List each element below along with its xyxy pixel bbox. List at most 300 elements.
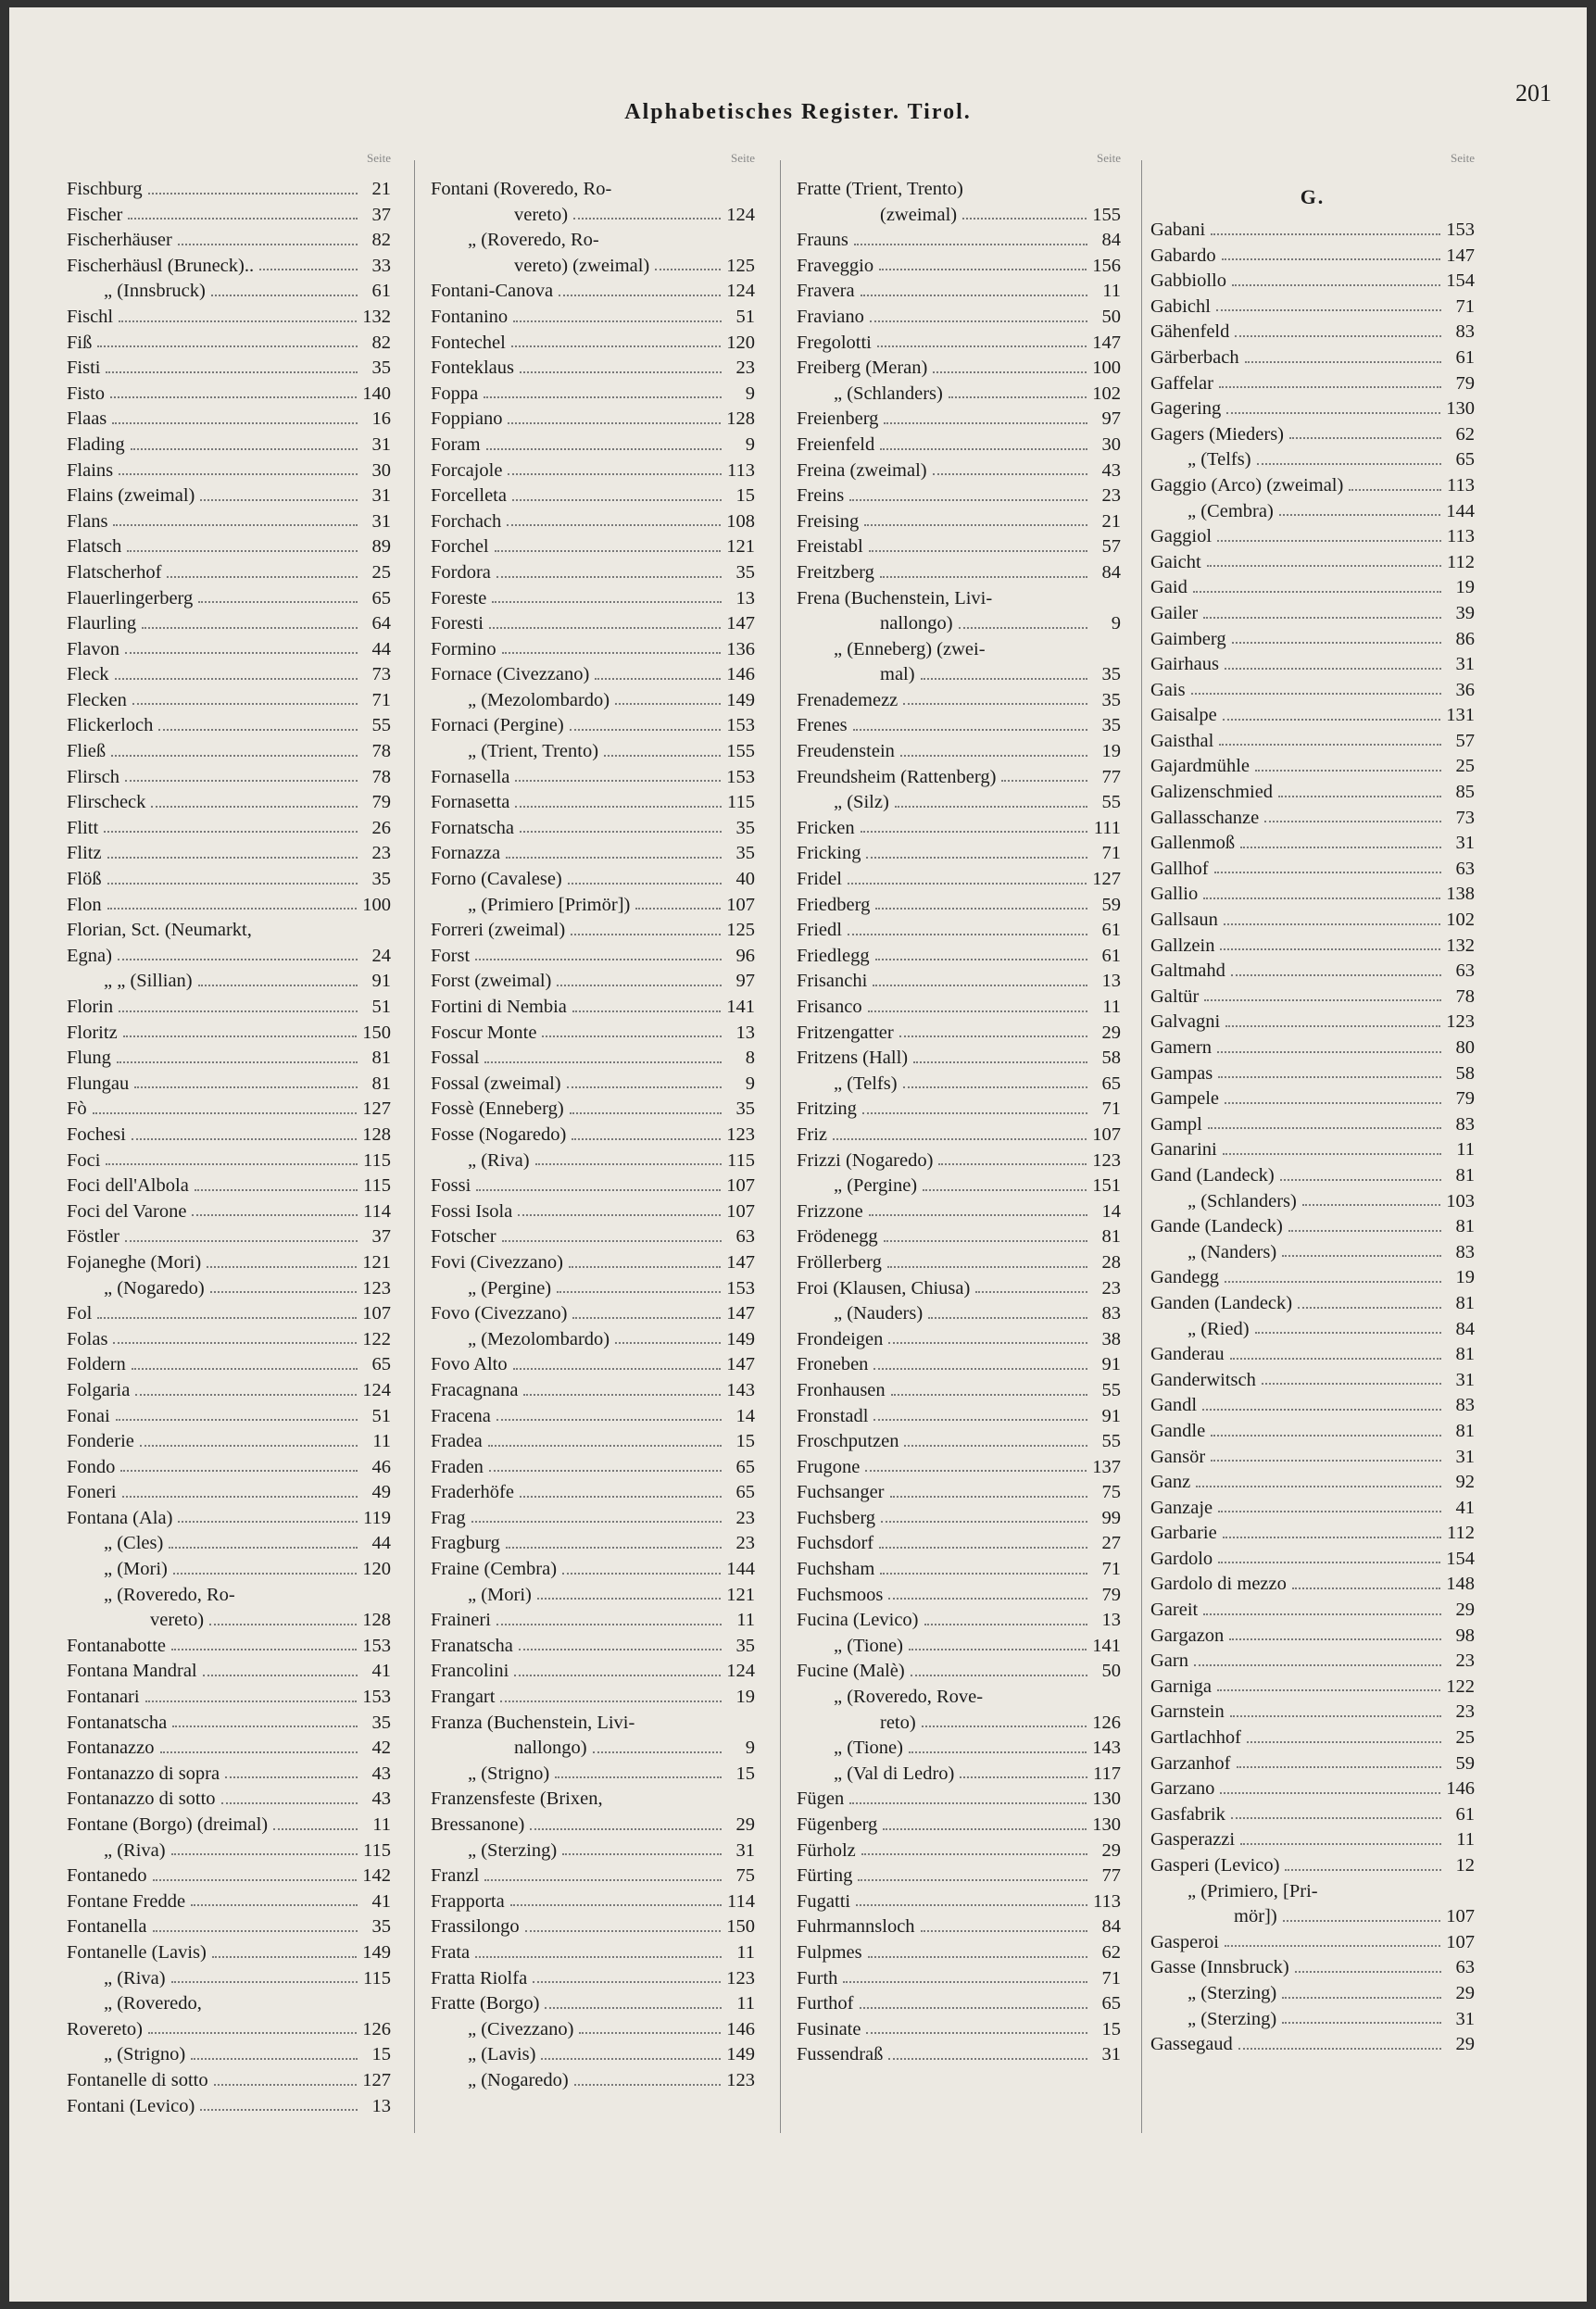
entry-name: Franzensfeste (Brixen, [431, 1788, 603, 1810]
entry-name: „ (Pergine) [834, 1175, 918, 1197]
leader-dots [1225, 1281, 1441, 1283]
leader-dots [1211, 1460, 1441, 1462]
register-entry [431, 1608, 755, 1634]
leader-dots [1285, 1869, 1441, 1871]
entry-name: Fracagnana [431, 1379, 519, 1400]
entry-name: Fontanelle (Lavis) [67, 1941, 207, 1963]
leader-dots [116, 1419, 358, 1421]
register-entry [1150, 422, 1475, 448]
register-entry [67, 483, 391, 509]
register-entry [797, 1813, 1121, 1838]
entry-page: 71 [1101, 1098, 1121, 1120]
entry-name: reto) [880, 1712, 916, 1733]
leader-dots [535, 1163, 722, 1165]
register-entry [431, 483, 755, 509]
register-entry [67, 433, 391, 458]
leader-dots [1240, 847, 1441, 848]
entry-name: Friedlegg [797, 945, 870, 966]
entry-page: 81 [371, 1048, 391, 1069]
leader-dots [131, 448, 358, 450]
register-entry [67, 2094, 391, 2120]
entry-page: 91 [1101, 1354, 1121, 1375]
entry-page: 132 [1446, 935, 1475, 956]
entry-name: Frizzi (Nogaredo) [797, 1149, 934, 1171]
leader-dots [506, 857, 722, 859]
entry-page: 124 [726, 204, 755, 225]
register-entry [431, 1557, 755, 1583]
leader-dots [1282, 1255, 1441, 1257]
entry-page: 127 [362, 1098, 391, 1120]
entry-page: 61 [1101, 920, 1121, 941]
register-entry [67, 254, 391, 280]
entry-name: Gargazon [1150, 1625, 1225, 1646]
entry-name: Foram [431, 433, 481, 455]
leader-dots [486, 448, 722, 450]
leader-dots [883, 1828, 1087, 1830]
entry-name: Fontanari [67, 1687, 140, 1708]
entry-page: 65 [735, 1456, 755, 1477]
entry-name: Folgaria [67, 1379, 131, 1400]
entry-page: 151 [1092, 1175, 1121, 1197]
leader-dots [203, 1675, 358, 1676]
register-entry [67, 893, 391, 919]
entry-page: 79 [1101, 1584, 1121, 1605]
register-entry [1150, 1163, 1475, 1189]
register-entry [797, 1250, 1121, 1276]
leader-dots [523, 1394, 721, 1396]
leader-dots [868, 1010, 1087, 1012]
entry-name: Fondo [67, 1456, 116, 1477]
register-entry [1150, 1137, 1475, 1163]
entry-name: Gardolo [1150, 1548, 1213, 1569]
register-entry [1150, 550, 1475, 576]
leader-dots [545, 2007, 722, 2009]
entry-name: Foldern [67, 1354, 126, 1375]
register-entry [1150, 985, 1475, 1010]
leader-dots [1222, 258, 1441, 260]
register-entry [797, 611, 1121, 637]
entry-page: 13 [735, 587, 755, 609]
leader-dots [888, 2058, 1087, 2060]
leader-dots [117, 1061, 358, 1063]
register-entry [1150, 218, 1475, 244]
register-entry [67, 1097, 391, 1123]
leader-dots [512, 499, 722, 501]
leader-dots [510, 1904, 722, 1906]
entry-name: Freiberg (Meran) [797, 358, 928, 379]
entry-name: Garniga [1150, 1675, 1213, 1697]
register-column-1 [67, 151, 391, 2119]
entry-name: Garzanhof [1150, 1752, 1231, 1774]
entry-name: Gaisthal [1150, 730, 1214, 751]
entry-page: 19 [1101, 741, 1121, 762]
entry-page: 37 [371, 1226, 391, 1248]
entry-name: Gabbiollo [1150, 270, 1226, 292]
entry-page: 19 [1455, 577, 1475, 598]
entry-page: 11 [1102, 281, 1121, 302]
register-entry [1150, 1112, 1475, 1138]
register-entry [431, 407, 755, 433]
register-entry [797, 1378, 1121, 1404]
register-entry [431, 1021, 755, 1047]
register-entry [797, 1352, 1121, 1378]
entry-name: Formino [431, 638, 496, 659]
entry-page: 107 [726, 894, 755, 915]
register-entry [797, 254, 1121, 280]
entry-page: 31 [735, 1839, 755, 1861]
register-entry [1150, 652, 1475, 678]
entry-name: Ganz [1150, 1472, 1191, 1493]
entry-name: Gaimberg [1150, 628, 1226, 649]
entry-name: Fornasella [431, 766, 510, 787]
register-entry [797, 841, 1121, 867]
entry-page: 38 [1101, 1328, 1121, 1349]
register-entry [797, 688, 1121, 714]
entry-page: 25 [1455, 756, 1475, 777]
entry-name: Fritzens (Hall) [797, 1048, 909, 1069]
entry-name: Frödenegg [797, 1226, 878, 1248]
register-entry [431, 1250, 755, 1276]
leader-dots [118, 959, 358, 960]
register-entry [797, 637, 1121, 663]
leader-dots [866, 857, 1087, 859]
register-entry [67, 1352, 391, 1378]
entry-name: Freins [797, 485, 845, 507]
entry-name: Egna) [67, 945, 112, 966]
leader-dots [153, 1879, 358, 1881]
entry-page: 141 [726, 997, 755, 1017]
leader-dots [1264, 821, 1441, 822]
entry-name: Frenes [797, 715, 848, 736]
leader-dots [500, 1700, 722, 1702]
leader-dots [221, 1802, 358, 1804]
entry-page: 35 [735, 561, 755, 583]
register-entry [431, 1838, 755, 1864]
leader-dots [923, 1189, 1087, 1191]
leader-dots [191, 1904, 358, 1906]
entry-page: 31 [1455, 2008, 1475, 2029]
register-entry [797, 1021, 1121, 1047]
entry-name: Ganderwitsch [1150, 1369, 1256, 1390]
leader-dots [1298, 1307, 1441, 1309]
entry-page: 81 [1455, 1164, 1475, 1186]
leader-dots [1225, 668, 1441, 670]
entry-name: Gallsaun [1150, 910, 1218, 931]
entry-page: 111 [1093, 817, 1121, 838]
entry-name: Gaggio (Arco) (zweimal) [1150, 474, 1344, 496]
entry-name: Gais [1150, 679, 1186, 700]
leader-dots [119, 473, 358, 475]
register-entry [431, 228, 755, 254]
entry-name: Foci dell'Albola [67, 1175, 189, 1197]
leader-dots [881, 1521, 1087, 1523]
entry-name: „ (Lavis) [468, 2044, 536, 2065]
entry-name: Fossi [431, 1175, 471, 1197]
register-entry [797, 1583, 1121, 1609]
leader-dots [1217, 1689, 1440, 1691]
register-entry [67, 407, 391, 433]
register-entry [1150, 1879, 1475, 1905]
entry-page: 150 [362, 1022, 391, 1043]
entry-page: 51 [735, 306, 755, 327]
entry-name: Fotscher [431, 1226, 496, 1248]
register-entry [67, 1991, 391, 2017]
entry-name: Furth [797, 1967, 838, 1989]
register-entry [431, 1148, 755, 1174]
entry-name: Föstler [67, 1226, 119, 1248]
entry-name: Forcelleta [431, 485, 507, 507]
leader-dots [1208, 1127, 1441, 1129]
register-entry [1150, 1086, 1475, 1112]
register-page [9, 7, 1587, 2302]
entry-name: „ (Sterzing) [468, 1839, 558, 1861]
leader-dots [861, 295, 1087, 296]
entry-name: Galizenschmied [1150, 782, 1274, 803]
entry-name: Flatscherhof [67, 561, 162, 583]
register-entry [67, 1250, 391, 1276]
entry-page: 27 [1101, 1533, 1121, 1554]
entry-name: Fontane (Borgo) (dreimal) [67, 1814, 269, 1835]
entry-page: 114 [363, 1200, 391, 1222]
register-entry [1150, 627, 1475, 653]
entry-name: Fosse (Nogaredo) [431, 1123, 567, 1145]
entry-page: 65 [1101, 1073, 1121, 1094]
leader-dots [933, 371, 1087, 373]
entry-page: 31 [1101, 2044, 1121, 2065]
register-entry [797, 995, 1121, 1021]
leader-dots [860, 2007, 1088, 2009]
leader-dots [1218, 1562, 1440, 1563]
leader-dots [489, 1470, 722, 1472]
entry-page: 35 [735, 1635, 755, 1656]
entry-page: 40 [735, 869, 755, 890]
register-entry [797, 1224, 1121, 1250]
entry-page: 44 [371, 1533, 391, 1554]
entry-name: „ (Nogaredo) [104, 1277, 205, 1299]
entry-name: Gallio [1150, 884, 1199, 905]
leader-dots [173, 1573, 357, 1575]
entry-name: Foppiano [431, 408, 503, 430]
entry-name: Fuchsmoos [797, 1584, 884, 1605]
register-entry [67, 1531, 391, 1557]
register-entry [1150, 1393, 1475, 1419]
leader-dots [171, 1853, 358, 1855]
leader-dots [533, 1981, 721, 1983]
entry-page: 130 [1446, 398, 1475, 420]
entry-page: 122 [362, 1328, 391, 1349]
entry-name: Gabani [1150, 220, 1206, 240]
entry-page: 63 [1455, 858, 1475, 879]
entry-name: „ (Strigno) [468, 1763, 550, 1784]
entry-page: 78 [371, 766, 391, 787]
register-entry [431, 586, 755, 612]
entry-page: 142 [362, 1865, 391, 1887]
leader-dots [169, 1547, 358, 1549]
entry-page: 31 [1455, 1446, 1475, 1467]
entry-name: „ (Roveredo, Ro- [468, 230, 599, 251]
entry-page: 23 [735, 358, 755, 379]
entry-page: 117 [1093, 1763, 1121, 1784]
register-entry [797, 662, 1121, 688]
register-entry [67, 203, 391, 229]
register-entry [1150, 1240, 1475, 1266]
leader-dots [110, 396, 357, 398]
entry-page: 31 [1455, 654, 1475, 675]
leader-dots [880, 576, 1087, 578]
entry-page: 121 [362, 1251, 391, 1273]
entry-page: 91 [1101, 1405, 1121, 1426]
entry-page: 57 [1455, 730, 1475, 751]
entry-page: 82 [371, 230, 391, 251]
leader-dots [849, 499, 1087, 501]
leader-dots [1282, 1997, 1441, 1999]
entry-name: „ (Riva) [104, 1839, 166, 1861]
register-entry [1150, 908, 1475, 934]
register-entry [1150, 1035, 1475, 1061]
register-entry [67, 1455, 391, 1481]
register-entry [1150, 780, 1475, 806]
register-entry [67, 1404, 391, 1430]
entry-name: Gasse (Innsbruck) [1150, 1957, 1289, 1978]
leader-dots [107, 908, 358, 910]
register-entry [797, 867, 1121, 893]
entry-name: Friz [797, 1123, 828, 1145]
entry-page: 114 [727, 1890, 755, 1912]
register-entry [67, 662, 391, 688]
leader-dots [119, 1010, 358, 1012]
entry-name: Flirsch [67, 766, 119, 787]
entry-name: Fraine (Cembra) [431, 1559, 558, 1580]
entry-name: Gärberbach [1150, 346, 1239, 368]
entry-name: Fossi Isola [431, 1200, 513, 1222]
register-entry [431, 1123, 755, 1148]
register-entry [431, 944, 755, 970]
register-entry [797, 1966, 1121, 1992]
entry-name: Fochesi [67, 1123, 126, 1145]
leader-dots [178, 1521, 358, 1523]
register-entry [797, 1301, 1121, 1327]
entry-name: Fraden [431, 1456, 484, 1477]
entry-name: Frauns [797, 230, 848, 251]
entry-page: 30 [371, 459, 391, 481]
entry-page: 84 [1101, 230, 1121, 251]
entry-page: 50 [1101, 306, 1121, 327]
entry-page: 81 [1455, 1420, 1475, 1441]
entry-name: Flatsch [67, 536, 122, 558]
entry-name: Fulpmes [797, 1941, 862, 1963]
leader-dots [191, 2058, 358, 2060]
register-entry [1150, 1342, 1475, 1368]
register-entry [67, 1429, 391, 1455]
leader-dots [145, 1700, 358, 1702]
entry-name: „ (Cles) [104, 1533, 164, 1554]
register-entry [1150, 831, 1475, 857]
entry-page: 81 [1455, 1344, 1475, 1365]
entry-name: Fontani (Roveredo, Ro- [431, 179, 612, 199]
entry-name: „ (Strigno) [104, 2044, 186, 2065]
entry-name: Flecken [67, 689, 127, 710]
entry-name: Gähenfeld [1150, 321, 1230, 343]
register-entry [67, 1276, 391, 1302]
register-entry [797, 1557, 1121, 1583]
entry-page: 113 [727, 459, 755, 481]
leader-dots [854, 244, 1087, 245]
register-entry [797, 2017, 1121, 2043]
register-entry [431, 816, 755, 842]
register-entry [797, 713, 1121, 739]
register-entry [1150, 447, 1475, 473]
entry-page: 131 [1446, 705, 1475, 726]
entry-name: Fontanedo [67, 1865, 147, 1887]
register-entry [67, 918, 391, 944]
entry-page: 146 [726, 664, 755, 685]
leader-dots [555, 1776, 722, 1778]
seite-label: Seite [731, 151, 755, 165]
entry-name: Fugatti [797, 1890, 851, 1912]
entry-name: mör]) [1234, 1906, 1277, 1927]
entry-page: 71 [1101, 1967, 1121, 1989]
register-entry [67, 765, 391, 791]
register-entry [431, 662, 755, 688]
entry-page: 19 [1455, 1267, 1475, 1288]
entry-page: 143 [1092, 1738, 1121, 1759]
register-entry [67, 688, 391, 714]
entry-name: Gartlachhof [1150, 1727, 1241, 1749]
register-column-4 [1150, 151, 1475, 2058]
entry-page: 73 [371, 664, 391, 685]
leader-dots [891, 1394, 1087, 1396]
entry-name: Frugone [797, 1456, 861, 1477]
leader-dots [514, 1675, 721, 1676]
register-entry [797, 1276, 1121, 1302]
entry-name: Forst [431, 945, 471, 966]
entry-page: 58 [1101, 1048, 1121, 1069]
entry-name: Foci [67, 1149, 101, 1171]
entry-page: 107 [726, 1175, 755, 1197]
entry-page: 83 [1101, 1303, 1121, 1324]
entry-name: Fiß [67, 332, 93, 353]
entry-name: Fusinate [797, 2018, 861, 2039]
leader-dots [508, 422, 721, 424]
register-entry [1150, 1189, 1475, 1215]
entry-page: 9 [745, 1738, 755, 1759]
entry-name: Fuchsdorf [797, 1533, 874, 1554]
leader-dots [495, 550, 722, 552]
entry-name: Foresti [431, 613, 484, 634]
leader-dots [1288, 1230, 1441, 1232]
entry-name: Gasperi (Levico) [1150, 1855, 1280, 1876]
entry-name: Fraveggio [797, 255, 874, 276]
entry-name: Fisto [67, 383, 106, 404]
entry-page: 65 [735, 1482, 755, 1503]
register-entry [67, 611, 391, 637]
register-entry [797, 177, 1121, 203]
entry-page: 115 [727, 1149, 755, 1171]
register-entry [797, 1506, 1121, 1532]
register-entry [67, 177, 391, 203]
entry-page: 61 [1101, 945, 1121, 966]
entry-name: „ (Enneberg) (zwei- [834, 638, 986, 659]
leader-dots [1232, 284, 1440, 286]
entry-name: Flading [67, 433, 125, 455]
leader-dots [484, 1879, 722, 1881]
leader-dots [574, 2084, 722, 2086]
leader-dots [153, 1930, 358, 1932]
leader-dots [911, 1675, 1087, 1676]
leader-dots [843, 1981, 1087, 1983]
leader-dots [496, 1419, 722, 1421]
entry-page: 35 [371, 358, 391, 379]
